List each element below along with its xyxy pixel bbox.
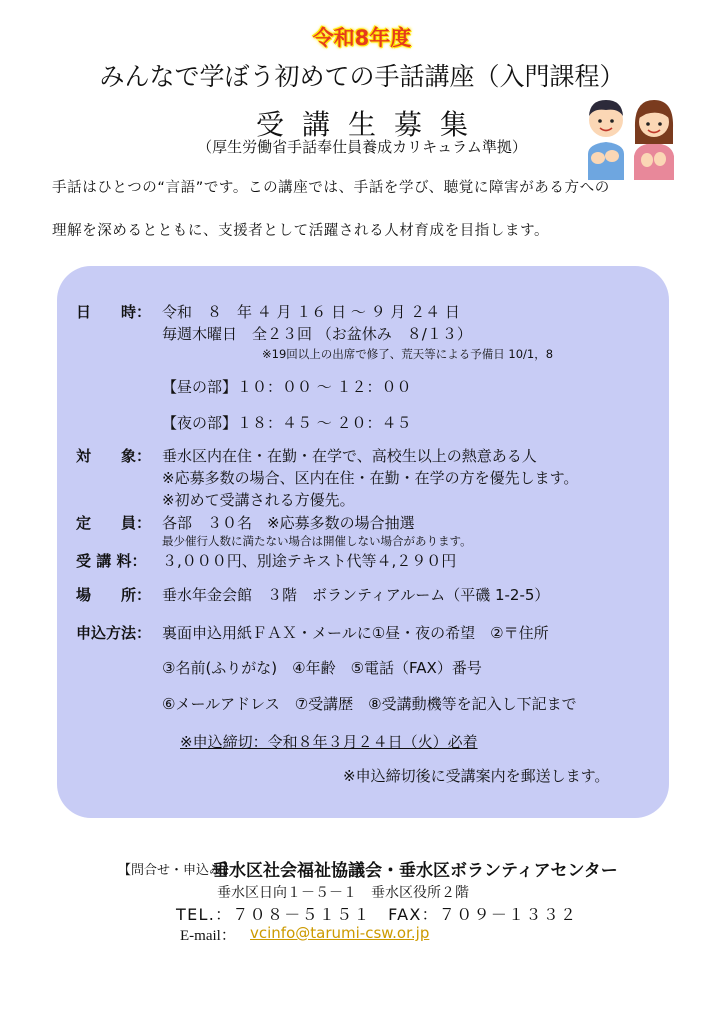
fiscal-year-label: 令和8年度 <box>312 26 412 50</box>
night-session: 【夜の部】１８：４５ ～ ２０：４５ <box>162 414 412 432</box>
capacity-note: 最少催行人数に満たない場合は開催しない場合があります。 <box>162 534 472 548</box>
post-deadline-note: ※申込締切後に受講案内を郵送します。 <box>343 767 610 785</box>
application-label: 申込方法： <box>76 624 152 642</box>
contact-label: 【問合せ・申込み】 <box>118 863 236 878</box>
fee-label: 受 講 料： <box>76 552 147 570</box>
day-session: 【昼の部】１０：００ ～ １２：００ <box>162 378 412 396</box>
eligibility-label: 対 象： <box>76 447 152 465</box>
girl-figure <box>634 100 674 180</box>
signing-people-illustration <box>584 88 676 180</box>
email-label: E-mail： <box>180 928 236 944</box>
intro-line-2: 理解を深めるとともに、支援者として活躍される人材育成を目指します。 <box>52 223 550 239</box>
contact-phone-fax: TEL.：７０８－５１５１ FAX：７０９－１３３２ <box>176 905 578 924</box>
fee-value: ３,０００円、別途テキスト代等４,２９０円 <box>162 552 457 570</box>
course-title: みんなで学ぼう初めての手話講座（入門課程） <box>99 62 625 91</box>
application-deadline: ※申込締切：令和８年３月２４日（火）必着 <box>180 733 478 751</box>
venue-label: 場 所： <box>76 586 152 604</box>
application-line-2: ③名前(ふりがな) ④年齢 ⑤電話（FAX）番号 <box>162 659 482 677</box>
intro-line-1: 手話はひとつの“言語”です。この講座では、手話を学び、聴覚に障害がある方への <box>52 180 610 196</box>
contact-address: 垂水区日向１－５－１ 垂水区役所２階 <box>217 885 469 901</box>
venue-value: 垂水年金会館 ３階 ボランティアルーム（平磯 1-2-5） <box>162 586 550 604</box>
eligibility-note-2: ※初めて受講される方優先。 <box>162 491 355 509</box>
eligibility-note-1: ※応募多数の場合、区内在住・在勤・在学の方を優先します。 <box>162 469 579 487</box>
eligibility-value: 垂水区内在住・在勤・在学で、高校生以上の熱意ある人 <box>162 447 537 465</box>
email-link[interactable]: vcinfo@tarumi-csw.or.jp <box>250 924 430 942</box>
capacity-label: 定 員： <box>76 514 152 532</box>
dates-note: ※19回以上の出席で修了、荒天等による予備日 10/1，8 <box>262 347 554 361</box>
dates-schedule: 毎週木曜日 全２３回 （お盆休み ８/１３） <box>162 325 472 343</box>
application-line-1: 裏面申込用紙ＦＡＸ・メールに①昼・夜の希望 ②〒住所 <box>162 624 549 642</box>
boy-figure <box>588 100 624 180</box>
capacity-value: 各部 ３０名 ※応募多数の場合抽選 <box>162 514 415 532</box>
recruit-heading: 受講生募集 <box>255 108 486 141</box>
dates-label: 日 時： <box>76 303 152 321</box>
application-line-3: ⑥メールアドレス ⑦受講歴 ⑧受講動機等を記入し下記まで <box>162 695 577 713</box>
curriculum-note: （厚生労働省手話奉仕員養成カリキュラム準拠） <box>197 138 527 156</box>
contact-organization: 垂水区社会福祉協議会・垂水区ボランティアセンター <box>212 861 618 881</box>
dates-value: 令和 ８ 年 ４ 月 １６ 日 ～ ９ 月 ２４ 日 <box>162 303 460 321</box>
